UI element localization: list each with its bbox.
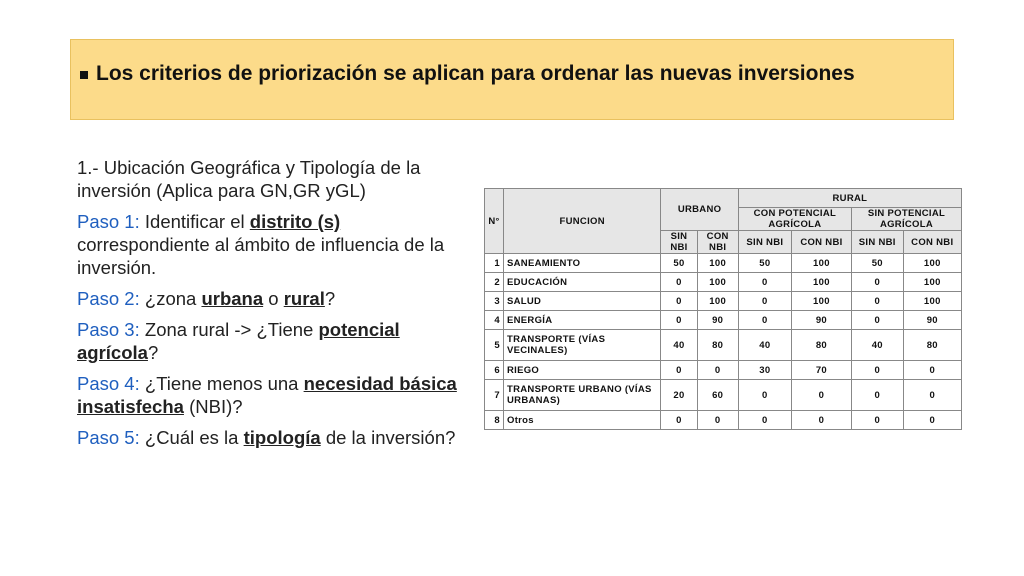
table-row (485, 380, 962, 411)
score-cell: 0 (738, 273, 791, 292)
score-cell: 70 (791, 361, 851, 380)
subheader-cell: CON NBI (903, 231, 961, 254)
score-cell: 0 (851, 411, 903, 430)
row-function: SANEAMIENTO (504, 254, 661, 273)
row-number: 3 (485, 292, 504, 311)
row-number: 5 (485, 330, 504, 361)
table-row (485, 311, 962, 330)
step-2-text-c: ? (324, 288, 336, 309)
score-cell: 60 (697, 380, 738, 411)
row-function: TRANSPORTE (VÍAS VECINALES) (504, 330, 661, 361)
row-function: RIEGO (504, 361, 661, 380)
row-number: 1 (485, 254, 504, 273)
step-1-label: Paso 1: (77, 211, 140, 232)
score-cell: 100 (791, 292, 851, 311)
score-cell: 40 (738, 330, 791, 361)
step-1-keyword: distrito (s) (249, 211, 341, 232)
score-cell: 90 (903, 311, 961, 330)
score-cell: 50 (661, 254, 697, 273)
header-sin-potencial: SIN POTENCIAL AGRÍCOLA (851, 208, 961, 231)
step-3-text-b: ? (147, 342, 159, 363)
row-number: 2 (485, 273, 504, 292)
step-1 (77, 210, 477, 279)
row-number: 6 (485, 361, 504, 380)
step-4 (77, 372, 477, 418)
criteria-table (484, 188, 962, 430)
row-function: EDUCACIÓN (504, 273, 661, 292)
row-function: Otros (504, 411, 661, 430)
step-2-keyword-rural: rural (283, 288, 325, 309)
score-cell: 100 (791, 273, 851, 292)
score-cell: 0 (903, 380, 961, 411)
score-cell: 100 (791, 254, 851, 273)
score-cell: 30 (738, 361, 791, 380)
score-cell: 0 (738, 380, 791, 411)
score-cell: 90 (791, 311, 851, 330)
table-row (485, 411, 962, 430)
row-function: SALUD (504, 292, 661, 311)
table-row (485, 330, 962, 361)
score-cell: 100 (697, 273, 738, 292)
step-5-label: Paso 5: (77, 427, 140, 448)
header-con-potencial: CON POTENCIAL AGRÍCOLA (738, 208, 851, 231)
score-cell: 0 (791, 380, 851, 411)
header-num: N° (485, 189, 504, 254)
score-cell: 20 (661, 380, 697, 411)
step-4-label: Paso 4: (77, 373, 140, 394)
step-2-label: Paso 2: (77, 288, 140, 309)
step-1-text-a: Identificar el (139, 211, 250, 232)
step-2-text-a: ¿zona (139, 288, 202, 309)
score-cell: 100 (903, 292, 961, 311)
step-5-text-a: ¿Cuál es la (139, 427, 244, 448)
row-number: 8 (485, 411, 504, 430)
score-cell: 0 (738, 292, 791, 311)
row-function: ENERGÍA (504, 311, 661, 330)
score-cell: 0 (738, 411, 791, 430)
row-number: 4 (485, 311, 504, 330)
score-cell: 0 (697, 411, 738, 430)
subheader-cell: CON NBI (697, 231, 738, 254)
score-cell: 0 (851, 380, 903, 411)
score-cell: 50 (851, 254, 903, 273)
subheader-cell: CON NBI (791, 231, 851, 254)
score-cell: 40 (661, 330, 697, 361)
score-cell: 100 (697, 292, 738, 311)
score-cell: 0 (851, 311, 903, 330)
score-cell: 0 (903, 411, 961, 430)
table-row (485, 273, 962, 292)
score-cell: 0 (661, 361, 697, 380)
step-5-text-b: de la inversión? (320, 427, 456, 448)
subheader-cell: SIN NBI (661, 231, 697, 254)
score-cell: 0 (661, 311, 697, 330)
score-cell: 0 (791, 411, 851, 430)
step-3-keyword: potencial agrícola (77, 319, 400, 363)
step-2-keyword-urbana: urbana (201, 288, 264, 309)
score-cell: 0 (661, 411, 697, 430)
score-cell: 80 (791, 330, 851, 361)
table-row (485, 361, 962, 380)
score-cell: 100 (903, 254, 961, 273)
score-cell: 100 (903, 273, 961, 292)
score-cell: 90 (697, 311, 738, 330)
square-bullet-icon (80, 71, 88, 79)
score-cell: 0 (697, 361, 738, 380)
score-cell: 80 (697, 330, 738, 361)
header-rural: RURAL (738, 189, 961, 208)
score-cell: 0 (851, 273, 903, 292)
score-cell: 0 (661, 273, 697, 292)
intro-paragraph: 1.- Ubicación Geográfica y Tipología de la inversión (Aplica para GN,GR yGL) (77, 157, 421, 201)
slide-title: Los criterios de priorización se aplican para ordenar las nuevas inversiones (96, 62, 855, 85)
score-cell: 50 (738, 254, 791, 273)
row-number: 7 (485, 380, 504, 411)
header-urbano: URBANO (661, 189, 738, 231)
step-3-label: Paso 3: (77, 319, 140, 340)
step-5-keyword: tipología (243, 427, 321, 448)
row-function: TRANSPORTE URBANO (VÍAS URBANAS) (504, 380, 661, 411)
step-4-keyword: necesidad básica insatisfecha (77, 373, 457, 417)
subheader-cell: SIN NBI (738, 231, 791, 254)
score-cell: 0 (851, 292, 903, 311)
step-3 (77, 318, 477, 364)
step-3-text-a: Zona rural -> ¿Tiene (139, 319, 319, 340)
score-cell: 0 (661, 292, 697, 311)
step-1-text-b: correspondiente al ámbito de influencia de la inversión. (77, 234, 445, 278)
score-cell: 80 (903, 330, 961, 361)
step-4-text-b: (NBI)? (183, 396, 243, 417)
step-2 (77, 287, 477, 310)
score-cell: 0 (903, 361, 961, 380)
subheader-cell: SIN NBI (851, 231, 903, 254)
header-funcion: FUNCION (504, 189, 661, 254)
table-row (485, 292, 962, 311)
score-cell: 0 (738, 311, 791, 330)
score-cell: 100 (697, 254, 738, 273)
table-row (485, 254, 962, 273)
step-4-text-a: ¿Tiene menos una (139, 373, 304, 394)
step-2-text-b: o (263, 288, 284, 309)
step-5 (77, 426, 477, 449)
score-cell: 0 (851, 361, 903, 380)
score-cell: 40 (851, 330, 903, 361)
steps-text (77, 156, 477, 457)
